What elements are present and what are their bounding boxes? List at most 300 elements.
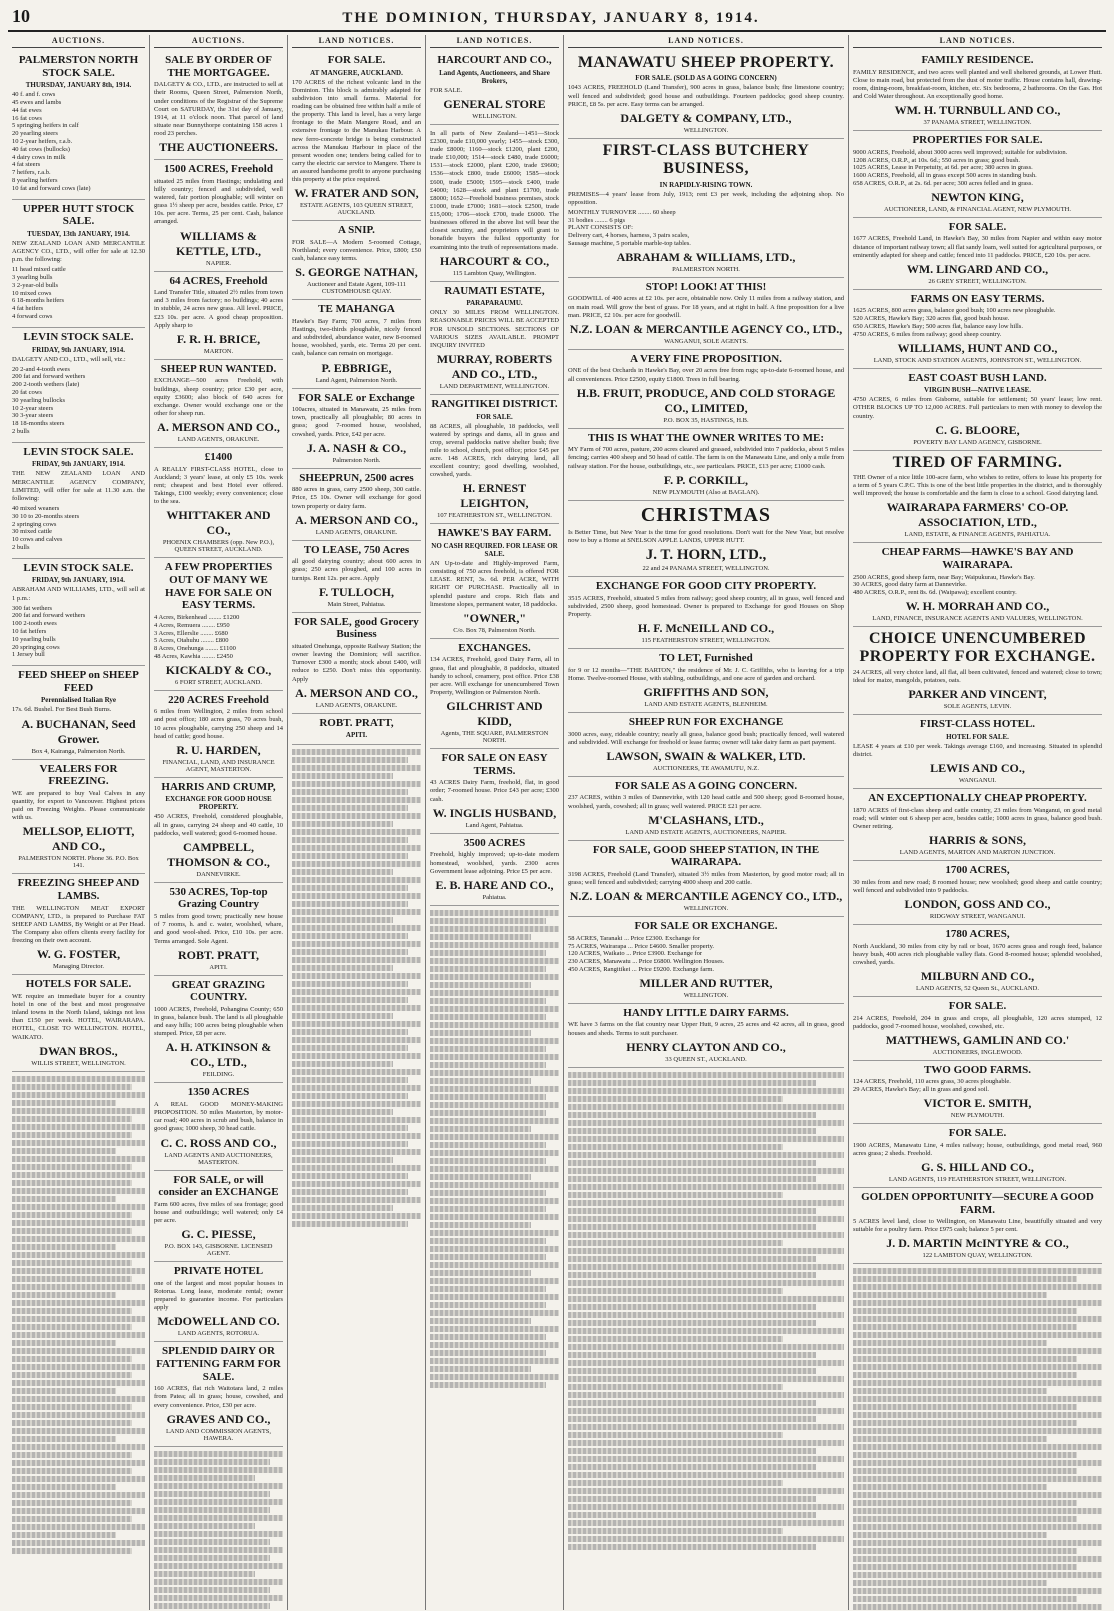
ad-body: ABRAHAM AND WILLIAMS, LTD., will sell at 1 p.m.:	[12, 586, 145, 602]
ad-address: PALMERSTON NORTH. Phone 36. P.O. Box 141.	[18, 855, 139, 870]
ad-subtitle: NO CASH REQUIRED. FOR LEASE OR SALE.	[431, 542, 558, 559]
advertisement	[853, 715, 1102, 789]
ad-list-item: 100 2-tooth ewes	[12, 620, 57, 628]
ad-body: ONLY 30 MILES FROM WELLINGTON. REASONABLE PRICES WILL BE ACCEPTED FOR UNSOLD SECTIONS. SECTIONS OF VARIOUS SIZES AVAILABLE. PROMPT INQUIRY INVITED	[430, 309, 559, 349]
ad-signature: WILLIAMS & KETTLE, LTD.,	[176, 228, 261, 258]
advertisement	[292, 714, 421, 746]
ad-list-item: 44 fat ewes	[12, 106, 42, 114]
ad-title: FOR SALE, or will consider an EXCHANGE	[158, 1173, 279, 1199]
ad-address: NAPIER.	[205, 259, 232, 267]
ad-title: EXCHANGE FOR GOOD CITY PROPERTY.	[595, 579, 817, 592]
ad-list	[568, 209, 844, 248]
ad-signature: DWAN BROS.,	[39, 1043, 118, 1058]
ad-list-item: 4 Acres, Birkenhead ........ £1200	[154, 613, 240, 621]
column-header: LAND NOTICES.	[430, 35, 559, 48]
ad-signature: P. EBBRIGE,	[321, 360, 392, 375]
ad-signature: GRIFFITHS AND SON,	[643, 684, 769, 699]
ad-title: TIRED OF FARMING.	[892, 453, 1063, 471]
advertisement	[292, 221, 421, 300]
ad-signature: GENERAL STORE	[443, 96, 546, 111]
advertisement	[154, 1262, 283, 1342]
ad-address: C/o. Box 78, Palmerston North.	[453, 626, 536, 634]
ad-title: A SNIP.	[338, 224, 375, 237]
advertisement	[853, 290, 1102, 369]
advertisement	[154, 51, 283, 160]
ad-address: Agents, THE SQUARE, PALMERSTON NORTH.	[440, 730, 549, 745]
ad-title: GOLDEN OPPORTUNITY—SECURE A GOOD FARM.	[861, 1190, 1094, 1216]
ad-title: FOR SALE or Exchange	[298, 391, 415, 404]
ad-list-item: 20 fat cows	[12, 389, 42, 397]
ad-body: 17s. 6d. Bushel. For Best Bush Burns.	[12, 706, 112, 714]
ad-title: FOR SALE.	[948, 1127, 1007, 1140]
ad-signature: A. MERSON AND CO.,	[157, 420, 280, 435]
ad-title: 530 ACRES, Top-top Grazing Country	[169, 885, 268, 911]
ad-body: North Auckland, 30 miles from city by rail or boat, 1670 acres grass and rough feed, balance heavy bush, 400 acres rich ploughable valley flats. Good 8-roomed house; splendid woolshed, cowshed, yards.	[853, 942, 1102, 966]
advertisement	[568, 51, 844, 139]
advertisement	[568, 501, 844, 577]
advertisement	[430, 395, 559, 525]
advertisement	[853, 997, 1102, 1061]
advertisement	[154, 1342, 283, 1446]
ad-address: WILLIS STREET, WELLINGTON.	[31, 1059, 126, 1067]
ad-list	[568, 935, 844, 974]
advertisement	[568, 278, 844, 350]
ad-body: THE Owner of a nice little 100-acre farm, who wishes to retire, offers to lease his property for a term of 5 years C.P.C. This is one of the best little properties in the district, and is thoroughly well improved; the house is comfortable and the farm is close to a school. Good dairying land.	[853, 474, 1102, 498]
ad-address: ESTATE AGENTS, 103 QUEEN STREET, AUCKLAND.	[299, 202, 414, 217]
ad-title: FOR SALE.	[327, 54, 386, 66]
ad-list	[12, 366, 145, 436]
ad-address: 26 GREY STREET, WELLINGTON.	[928, 277, 1027, 285]
advertisement	[853, 51, 1102, 131]
column-5	[564, 35, 849, 1610]
ad-list-item: 200 fat and forward wethers	[12, 373, 86, 381]
advertisement	[154, 976, 283, 1084]
ad-signature: CAMPBELL, THOMSON & CO.,	[167, 839, 270, 869]
ad-body: FOR SALE.	[430, 86, 463, 94]
ad-body: one of the largest and most popular houses in Rotorua. Long lease, moderate rental; owner prepared to guarantee income. For particulars apply	[154, 1279, 283, 1312]
advertisement	[853, 543, 1102, 627]
ad-body: 3000 acres, easy, rideable country; nearly all grass, balance good bush; practically fenced, well watered and subdivided. Will exchange for freehold or lease farms; owner will take dairy farm as part payment.	[568, 730, 844, 746]
ad-signature: C. C. ROSS AND CO.,	[160, 1135, 277, 1150]
ad-title: 64 ACRES, Freehold	[169, 274, 268, 287]
ad-body: all good dairying country; about 600 acres in grass; 250 acres ploughed, and 100 acres in turnips. Rent 12s. per acre. Apply	[292, 558, 421, 582]
ad-address: AUCTIONEERS, TE AWAMUTU, N.Z.	[652, 764, 760, 772]
ad-subtitle: AT MANGERE, AUCKLAND.	[310, 68, 403, 77]
ad-body: Farm 600 acres, five miles of sea frontage; good house and outbuildings; well watered; only £4 per acre.	[154, 1200, 283, 1225]
ad-address: WANGANUI, SOLE AGENTS.	[664, 337, 748, 345]
ad-subtitle: TUESDAY, 13th JANUARY, 1914.	[27, 229, 130, 238]
ad-list-item: 4 dairy cows in milk	[12, 153, 66, 161]
ad-body: 43 ACRES Dairy Farm, freehold, flat, in good order; 7-roomed house. Price £43 per acre; £300 cash.	[430, 779, 559, 803]
advertisement	[12, 200, 145, 328]
ad-address: FEILDING.	[202, 1071, 235, 1079]
ad-list-item: 2500 ACRES, good sheep farm, near Bay; Waipukurau, Hawke's Bay.	[853, 573, 1035, 581]
ad-list-item: 11 head mixed cattle	[12, 266, 66, 274]
ad-signature: A. BUCHANAN, Seed Grower.	[21, 716, 136, 746]
ad-address: Land Agent, Pahiatua.	[465, 821, 524, 829]
ad-signature: H. ERNEST LEIGHTON,	[460, 481, 529, 511]
ad-body: Land Transfer Title, situated 2½ miles from town and 3 miles from factory; no buildings; 40 acres in stubble, 24 acres new grass. All level. PRICE, £23 10s. per acre. A good cheap proposition. Apply sharp to	[154, 289, 283, 329]
ad-title: FOR SALE.	[948, 999, 1007, 1012]
ad-body: FOR SALE—A Modern 5-roomed Cottage, Northland; every convenience. Price, £800; £50 cash, balance easy terms.	[292, 238, 421, 263]
ad-title: EAST COAST BUSH LAND.	[908, 371, 1047, 384]
ad-list-item: 4750 ACRES, 6 miles from railway; good sheep country.	[853, 330, 1002, 338]
advertisement	[853, 1061, 1102, 1124]
advertisement	[292, 469, 421, 541]
ad-list-item: 40 mixed weaners	[12, 504, 60, 512]
ad-title: SHEEP RUN WANTED.	[160, 362, 277, 375]
ad-title: 1500 ACRES, Freehold	[164, 163, 273, 176]
advertisement	[12, 559, 145, 666]
advertisement	[568, 139, 844, 278]
ad-signature: PARKER AND VINCENT,	[908, 687, 1047, 702]
ad-address: 33 QUEEN ST., AUCKLAND.	[665, 1055, 747, 1063]
ad-subtitle: HOTEL FOR SALE.	[946, 732, 1009, 741]
ad-body: 5 ACRES level land, close to Wellington, on Manawatu Line, beautifully situated and very suitable for a poultry farm. Price £975 cash; balance 5 per cent.	[853, 1218, 1102, 1234]
ad-list-item: 480 ACRES, O.R.P., rent 8s. 6d. (Waipawa); excellent country.	[853, 589, 1017, 597]
ad-subtitle: Land Agents, Auctioneers, and Share Brokers,	[439, 68, 550, 85]
ad-signature: E. B. HARE AND CO.,	[435, 877, 554, 892]
ad-signature: M'CLASHANS, LTD.,	[648, 812, 764, 827]
ad-list-item: 18 18-months steers	[12, 420, 65, 428]
ad-list-item: 10 fat and forward cows (late)	[12, 184, 91, 192]
ad-signature: W. H. MORRAH AND CO.,	[905, 599, 1050, 614]
ad-signature: G. S. HILL AND CO.,	[921, 1159, 1034, 1174]
ad-title: HARCOURT AND CO.,	[437, 54, 552, 66]
ad-address: LAND AND ESTATE AGENTS, BLENHEIM.	[644, 700, 768, 708]
ad-signature: J. A. NASH & CO.,	[306, 440, 407, 455]
ad-list-item: 8 yearling heifers	[12, 177, 58, 185]
advertisement	[12, 975, 145, 1071]
ad-signature: HENRY CLAYTON AND CO.,	[626, 1039, 786, 1054]
ad-list-item: 40 f. and f. cows	[12, 91, 56, 99]
ad-subtitle: IN RAPIDLY-RISING TOWN.	[659, 180, 753, 189]
ad-title: FAMILY RESIDENCE.	[921, 54, 1034, 66]
ad-signature: WM. LINGARD AND CO.,	[906, 261, 1049, 276]
ad-address: NEW PLYMOUTH.	[950, 1112, 1005, 1120]
ad-address: Pahiatua.	[482, 893, 507, 901]
ad-list-item: Delivery cart, 4 horses, harness, 3 pairs scales,	[568, 232, 690, 240]
advertisement	[853, 627, 1102, 715]
ad-address: LAND AGENTS, 119 FEATHERSTON STREET, WELLINGTON.	[888, 1175, 1067, 1183]
ad-list-item: 30 10 to 20-months steers	[12, 512, 80, 520]
ad-list	[12, 91, 145, 192]
ad-signature: MURRAY, ROBERTS AND CO., LTD.,	[436, 351, 553, 381]
ad-title: A VERY FINE PROPOSITION.	[630, 352, 782, 365]
ad-body: Freehold, highly improved; up-to-date modern homestead, woolshed, yards. 2300 acres Government lease adjoining. Price £5 per acre.	[430, 851, 559, 875]
ad-signature: C. G. BLOORE,	[935, 422, 1020, 437]
ad-list-item: Sausage machine, 5 portable marble-top tables.	[568, 239, 691, 247]
ad-body: THE WELLINGTON MEAT EXPORT COMPANY, LTD., is prepared to Purchase FAT SHEEP AND LAMBS, By Weight or at Per Head. The Company also offers clients every facility for freezing on their own account.	[12, 904, 145, 945]
ad-list-item: 10 mixed cows	[12, 289, 52, 297]
ad-address: SOLE AGENTS, LEVIN.	[943, 703, 1012, 711]
ad-list-item: 30 mixed cattle	[12, 528, 53, 536]
ad-list-item: 75 ACRES, Wairarapa ... Price £4600. Smaller property.	[568, 942, 715, 950]
ad-title: FREEZING SHEEP AND LAMBS.	[17, 877, 140, 903]
ad-list-item: 1625 ACRES, 800 acres grass, balance good bush; 100 acres new ploughable.	[853, 307, 1056, 315]
ad-body: 880 acres in grass, carry 2500 sheep, 300 cattle. Price, £5 10s. Owner will exchange for good town property or dairy farm.	[292, 486, 421, 510]
ad-body: 3515 ACRES, Freehold, situated 5 miles from railway; good sheep country, all in grass, well fenced and subdivided, 2500 sheep, good homestead. Owner is prepared to Exchange for good Houses on Shop Property.	[568, 594, 844, 618]
ad-title: 1350 ACRES	[187, 1086, 250, 1099]
advertisement	[853, 451, 1102, 544]
advertisement	[430, 125, 559, 282]
ad-address: Managing Director.	[53, 963, 104, 971]
newspaper-title: THE DOMINION, THURSDAY, JANUARY 8, 1914.	[342, 10, 760, 26]
ad-body: 1677 ACRES, Freehold Land, in Hawke's Bay, 30 miles from Napier and within easy motor distance of important railway town; all flat sandy loam, well suited for agricultural purposes, or eminently adapted for sheep and cattle; fenced into 11 paddocks. PRICE, £20 10s. per acre.	[853, 235, 1102, 259]
ad-signature: N.Z. LOAN & MERCANTILE AGENCY CO., LTD.,	[569, 321, 843, 336]
column-header: AUCTIONS.	[154, 35, 283, 48]
ad-list-item: 16 fat cows	[12, 114, 42, 122]
ad-signature: F. R. H. BRICE,	[176, 331, 261, 346]
advertisement	[154, 778, 283, 883]
ad-address: Main Street, Pahiatua.	[327, 600, 386, 608]
ad-title: CHEAP FARMS—HAWKE'S BAY AND WAIRARAPA.	[881, 546, 1074, 572]
ad-address: P.O. BOX 35, HASTINGS, H.B.	[663, 416, 749, 424]
ad-signature: MILBURN AND CO.,	[920, 968, 1035, 983]
ad-address: LAND AGENTS, MARTON AND MARTON JUNCTION.	[899, 849, 1056, 856]
ad-title: 1780 ACRES,	[945, 927, 1010, 940]
advertisement	[292, 389, 421, 469]
ad-list-item: 3 yearling bulls	[12, 274, 53, 282]
dense-print-filler	[853, 1264, 1102, 1610]
ad-address: 115 Lambton Quay, Wellington.	[452, 269, 537, 277]
ad-address: AUCTIONEERS, INGLEWOOD.	[932, 1048, 1023, 1056]
ad-list-item: 5 Acres, Otahuhu ........ £800	[154, 637, 229, 645]
ad-title: FOR SALE AS A GOING CONCERN.	[614, 779, 798, 792]
dense-print-filler	[12, 1072, 145, 1554]
ad-body: situated 25 miles from Hastings; undulating and hilly country; fenced and subdivided, well watered, fair portion ploughable; will winter on grass 1½ sheep per acre, besides cattle. Price, £7 10s. per acre. Terms, 25 per cent. Cash, balance arranged.	[154, 177, 283, 226]
ad-body: 1043 ACRES, FREEHOLD (Land Transfer), 900 acres in grass, balance bush; fine limestone country; well fenced and subdivided; good house and outbuildings. Fourteen paddocks; good sheep country. PRICE, £8 5s. per acre. Easy terms can be arranged.	[568, 84, 844, 108]
ad-address: FINANCIAL, LAND, AND INSURANCE AGENT, MASTERTON.	[162, 758, 275, 773]
ad-title: 1700 ACRES,	[945, 864, 1010, 876]
ad-title: UPPER HUTT STOCK SALE.	[22, 202, 135, 228]
ad-address: POVERTY BAY LAND AGENCY, GISBORNE.	[913, 438, 1042, 446]
ad-title: RAUMATI ESTATE,	[444, 284, 545, 297]
ad-body: 1000 ACRES, Freehold, Pohangina County; 650 in grass, balance bush. The land is all ploughable and easy hills; 100 acres being ploughable when stumped. Price, £8 per acre.	[154, 1005, 283, 1038]
advertisement	[568, 917, 844, 1004]
ad-signature: F. TULLOCH,	[318, 584, 395, 599]
ad-list-item: 45 ewes and lambs	[12, 99, 62, 107]
ad-signature: W. FRATER AND SON,	[294, 186, 419, 201]
ad-signature: H.B. FRUIT, PRODUCE, AND COLD STORAGE CO., LIMITED,	[576, 385, 836, 415]
ad-address: AUCTIONEER, LAND, & FINANCIAL AGENT, NEW PLYMOUTH.	[884, 205, 1071, 213]
ad-signature: LONDON, GOSS AND CO.,	[904, 896, 1051, 911]
ad-address: WELLINGTON.	[683, 991, 729, 999]
ad-title: FIRST-CLASS HOTEL.	[919, 718, 1036, 731]
ad-address: WELLINGTON.	[683, 126, 729, 134]
advertisement	[12, 51, 145, 200]
ad-signature: WAIRARAPA FARMERS' CO-OP. ASSOCIATION, LTD.,	[886, 500, 1069, 530]
ad-address: WANGANUI.	[958, 776, 997, 784]
ad-list-item: 1 Jersey bull	[12, 651, 45, 659]
ad-body: 214 ACRES, Freehold, 204 in grass and crops, all ploughable, 120 acres stumped, 12 paddocks, good 7-roomed house, woolshed, cowshed, etc.	[853, 1014, 1102, 1030]
ad-address: 107 FEATHERSTON ST., WELLINGTON.	[437, 512, 552, 520]
ad-body: 24 ACRES, all very choice land, all flat, all been cultivated, fenced and watered; close to town; ideal for maize, mangolds, potatoes, oats.	[853, 668, 1102, 684]
ad-title: TO LET, Furnished	[659, 651, 753, 664]
ad-list-item: 7 heifers, r.a.b.	[12, 169, 51, 177]
ad-title: FEED SHEEP on SHEEP FEED	[18, 669, 139, 694]
ad-body: 88 ACRES, all ploughable, 18 paddocks, well watered by springs and dams, all in grass and crop, several paddocks native shelter bush; five mile to school, church, post office; price £45 per acre. 148 ACRES, rich dairying land, all excellent country; good dwelling, woolshed, cowshed, yards.	[430, 422, 559, 479]
ad-title: HOTELS FOR SALE.	[25, 978, 132, 991]
ad-list-item: MONTHLY TURNOVER ........ 60 sheep	[568, 208, 676, 216]
advertisement	[154, 360, 283, 448]
ad-address: PHOENIX CHAMBERS (opp. New P.O.), QUEEN STREET, AUCKLAND.	[162, 539, 275, 554]
ad-list-item: 2 springing cows	[12, 520, 57, 528]
ad-list-item: 650 ACRES, Hawke's Bay; 500 acres flat, balance easy low hills.	[853, 323, 1023, 331]
advertisement	[12, 443, 145, 559]
ad-body: 450 ACRES, Freehold, considered ploughable, all in grass, carrying 24 sheep and 40 cattle, 10 paddocks, well watered; good 6-roomed house.	[154, 813, 283, 837]
ad-signature: W. G. FOSTER,	[36, 947, 121, 962]
ad-list-item: 20 yearling steers	[12, 130, 58, 138]
ad-title: SPLENDID DAIRY OR FATTENING FARM FOR SALE.	[156, 1345, 281, 1383]
advertisement	[154, 558, 283, 690]
ad-title: FOR SALE, good Grocery Business	[294, 615, 419, 641]
ad-body: 134 ACRES, Freehold, good Dairy Farm, all in grass, flat and ploughable, 8 paddocks, situated handy to school, creamery, post office. Price £38 per acre. Will exchange for unencumbered Town Property, Wellington or Palmerston North.	[430, 656, 559, 696]
ad-title: HANDY LITTLE DAIRY FARMS.	[623, 1006, 789, 1019]
ad-list-item: 58 ACRES, Taranaki ... Price £2300. Exchange for	[568, 934, 700, 942]
ad-subtitle: FOR SALE.	[476, 412, 513, 421]
ad-signature: DALGETY & COMPANY, LTD.,	[620, 110, 792, 125]
advertisement	[568, 649, 844, 713]
ad-address: LAND AGENTS AND AUCTIONEERS, MASTERTON.	[164, 1151, 273, 1166]
advertisement	[853, 1188, 1102, 1265]
ad-subtitle: EXCHANGE FOR GOOD HOUSE PROPERTY.	[165, 795, 272, 812]
advertisement	[154, 448, 283, 558]
ad-signature: F. P. CORKILL,	[663, 472, 749, 487]
ad-signature: H. F. McNEILL AND CO.,	[637, 620, 775, 635]
ad-address: LAND AGENTS, ROTORUA.	[177, 1330, 260, 1338]
ad-body: 5 miles from good town; practically new house of 7 rooms, h. and c. water, woolshed, whare, and good wool-shed. Price, £10 10s. per acre. Terms arranged. Sole Agent.	[154, 913, 283, 945]
ad-title: FOR SALE.	[948, 220, 1007, 233]
ad-address: Box 4, Kairanga, Palmerston North.	[31, 747, 126, 755]
ad-body: 100acres, situated in Manawatu, 25 miles from town, practically all ploughable; 80 acres in grass; good 7-roomed house, woolshed, cowshed, yards. Price, £42 per acre.	[292, 406, 421, 438]
ad-list-item: 10 2-year steers	[12, 404, 54, 412]
ad-body: WE require an immediate buyer for a country hotel in one of the best and most progressive inland towns in the North Island, takings not less than £150 per week. HOTEL, WAIRARAPA. HOTEL, CLOSE TO WELLINGTON. HOTEL, WAIKATO.	[12, 992, 145, 1041]
ad-list-item: 124 ACRES, Freehold, 110 acres grass, 30 acres ploughable.	[853, 1078, 1011, 1086]
ad-body: THE NEW ZEALAND LOAN AND MERCANTILE AGENCY COMPANY, LIMITED, will offer for sale at 11.30 a.m. the following:	[12, 470, 145, 502]
ad-subtitle: FRIDAY, 9th JANUARY, 1914.	[31, 460, 126, 469]
ad-address: LAND AGENTS, ORAKUNE.	[315, 528, 398, 536]
ad-signature: A. H. ATKINSON & CO., LTD.,	[165, 1040, 272, 1070]
ad-list-item: 5 springing heifers in calf	[12, 122, 79, 130]
ad-subtitle: FRIDAY, 9th JANUARY, 1914.	[31, 576, 126, 585]
advertisement	[154, 272, 283, 360]
ad-list-item: 1208 ACRES, O.R.P., at 10s. 6d.; 550 acres in grass; good bush.	[853, 156, 1021, 164]
ad-list-item: 658 ACRES, O.R.P., at 2s. 6d. per acre; 300 acres felled and in grass.	[853, 179, 1033, 187]
ad-signature: ROBT. PRATT,	[177, 947, 259, 962]
ad-subtitle: FOR SALE. (SOLD AS A GOING CONCERN)	[635, 74, 777, 83]
ad-body: 3198 ACRES, Freehold (Land Transfer), situated 3½ miles from Masterton, by good motor road; all in grass; well fenced and subdivided; carrying 4000 sheep and 200 cattle.	[568, 870, 844, 887]
advertisement	[853, 131, 1102, 218]
ad-signature: MELLSOP, ELIOTT, AND CO.,	[22, 824, 135, 854]
ad-title: HARRIS AND CRUMP,	[161, 780, 276, 793]
ad-body: NEW ZEALAND LOAN AND MERCANTILE AGENCY CO., LTD., will offer for sale at 12.30 p.m. the following:	[12, 239, 145, 264]
ad-subtitle: Perennialised Italian Rye	[40, 696, 117, 705]
ad-list	[12, 505, 145, 552]
ad-address: P.O. BOX 143, GISBORNE. LICENSED AGENT.	[164, 1243, 273, 1258]
ad-title: PROPERTIES FOR SALE.	[912, 134, 1043, 147]
ad-body: Is Better Time, but New Year is the time for good resolutions. Don't wait for the New Year, but resolve now to buy a Home at SNELSON APPLE LANDS, UPPER HUTT.	[568, 528, 844, 544]
column-1	[8, 35, 150, 1610]
ad-title: LEVIN STOCK SALE.	[23, 561, 134, 574]
column-header: AUCTIONS.	[12, 35, 145, 48]
dense-print-filler	[430, 906, 559, 1388]
ad-list-item: 10 cows and calves	[12, 536, 63, 544]
advertisement	[430, 834, 559, 906]
ad-signature: J. T. HORN, LTD.,	[645, 546, 767, 563]
ad-address: 37 PANAMA STREET, WELLINGTON.	[923, 119, 1032, 127]
ad-title: PALMERSTON NORTH STOCK SALE.	[18, 54, 139, 79]
ad-title: TWO GOOD FARMS.	[923, 1063, 1032, 1076]
ad-title: STOP! LOOK! AT THIS!	[645, 280, 767, 293]
ad-signature: LAWSON, SWAIN & WALKER, LTD.	[606, 748, 806, 763]
ad-list-item: 10 2-year heifers, r.a.b.	[12, 138, 73, 146]
ad-subtitle: FRIDAY, 9th JANUARY, 1914.	[31, 345, 126, 354]
ad-address: LAND AGENTS, 52 Queen St., AUCKLAND.	[916, 984, 1039, 992]
ad-address: 6 FORT STREET, AUCKLAND.	[175, 678, 262, 686]
masthead	[8, 6, 1106, 32]
ad-list-item: 48 Acres, Kawhia ........ £2450	[154, 652, 233, 660]
advertisement	[154, 883, 283, 976]
advertisement	[430, 639, 559, 749]
ad-signature: ABRAHAM & WILLIAMS, LTD.,	[616, 249, 796, 264]
ad-list-item: 8 Acres, Onehunga ........ £1100	[154, 645, 236, 653]
advertisement	[430, 282, 559, 395]
advertisement	[12, 328, 145, 443]
ad-list-item: 10 fat heifers	[12, 628, 47, 636]
ad-title: MANAWATU SHEEP PROPERTY.	[577, 54, 835, 71]
ad-title: LEVIN STOCK SALE.	[23, 445, 134, 458]
ad-title: PRIVATE HOTEL	[173, 1265, 264, 1278]
ad-address: PALMERSTON NORTH.	[672, 265, 740, 273]
ad-signature: McDOWELL AND CO.	[157, 1314, 280, 1329]
advertisement	[853, 789, 1102, 861]
ad-body: DALGETY AND CO., LTD., will sell, viz.:	[12, 355, 126, 363]
advertisement	[430, 524, 559, 638]
ad-list-item: 9000 ACRES, Freehold, about 3000 acres well improved; suitable for subdivision.	[853, 148, 1068, 156]
ad-list-item: 2 bulls	[12, 543, 30, 551]
ad-title: A FEW PROPERTIES OUT OF MANY WE HAVE FOR SALE ON EASY TERMS.	[164, 561, 273, 612]
ad-address: LAND AGENTS, ORAKUNE.	[177, 436, 260, 444]
ad-list-item: 4 Acres, Remuera ........ £950	[154, 621, 230, 629]
ad-body: 4750 ACRES, 6 miles from Gisborne, suitable for settlement; 50 years' lease; low rent. OTHER BLOCKS UP TO 12,000 ACRES. Full particulars to men with money to develop the country.	[853, 396, 1102, 420]
ad-signature: HARCOURT & CO.,	[439, 253, 550, 268]
advertisement	[154, 160, 283, 271]
column-4	[426, 35, 564, 1610]
ad-list-item: 6 18-months heifers	[12, 297, 64, 305]
ad-list-item: 10 yearling bulls	[12, 635, 56, 643]
ad-title: £1400	[204, 451, 233, 464]
columns-container	[8, 35, 1106, 1610]
ad-body: WE are prepared to buy Veal Calves in any quantity, for export to Vancouver. Highest prices paid on Freezing Weights. Please communicate with us.	[12, 789, 145, 822]
ad-signature: MATTHEWS, GAMLIN AND CO.'	[885, 1032, 1070, 1047]
ad-address: LAND, STOCK AND STATION AGENTS, JOHNSTON ST., WELLINGTON.	[873, 356, 1082, 364]
ad-list	[853, 1078, 1102, 1094]
ad-signature: VICTOR E. SMITH,	[923, 1096, 1032, 1111]
ad-body: ONE of the best Orchards in Hawke's Bay, over 20 acres free from rugs; up-to-date 6-roomed house, and all conveniences. Price £2500, equity £1800. Trees in full bearing.	[568, 367, 844, 383]
ad-signature: A. MERSON AND CO.,	[295, 512, 418, 527]
advertisement	[568, 1004, 844, 1068]
ad-body: 160 ACRES, flat rich Waitotara land, 2 miles from Patea; all in grass; house, cowshed, and every convenience. Price, £30 per acre.	[154, 1385, 283, 1409]
ad-body: situated Onehunga, opposite Railway Station; the owner leaving the Dominion; will sacrifice. Turnover £300 a month; stock about £400, will reduce to £250. Don't miss this opportunity. Apply	[292, 643, 421, 683]
ad-list	[154, 614, 283, 661]
ad-body: A REAL GOOD MONEY-MAKING PROPOSITION. 50 miles Masterton, by motor-car road; 400 acres in scrub and bush, balance in good grass; 1000 sheep, 30 head cattle.	[154, 1101, 283, 1133]
ad-body: 30 miles from and new road; 8 roomed house; new woolshed; good sheep and cattle country; well fenced and subdivided into 9 paddocks.	[853, 878, 1102, 894]
ad-address: LAND AGENTS, ORAKUNE.	[315, 701, 398, 709]
ad-signature: J. D. MARTIN McINTYRE & CO.,	[886, 1236, 1069, 1251]
advertisement	[853, 369, 1102, 451]
ad-body: LEASE 4 years at £10 per week. Takings average £160, and increasing. Situated in splendid district.	[853, 742, 1102, 758]
